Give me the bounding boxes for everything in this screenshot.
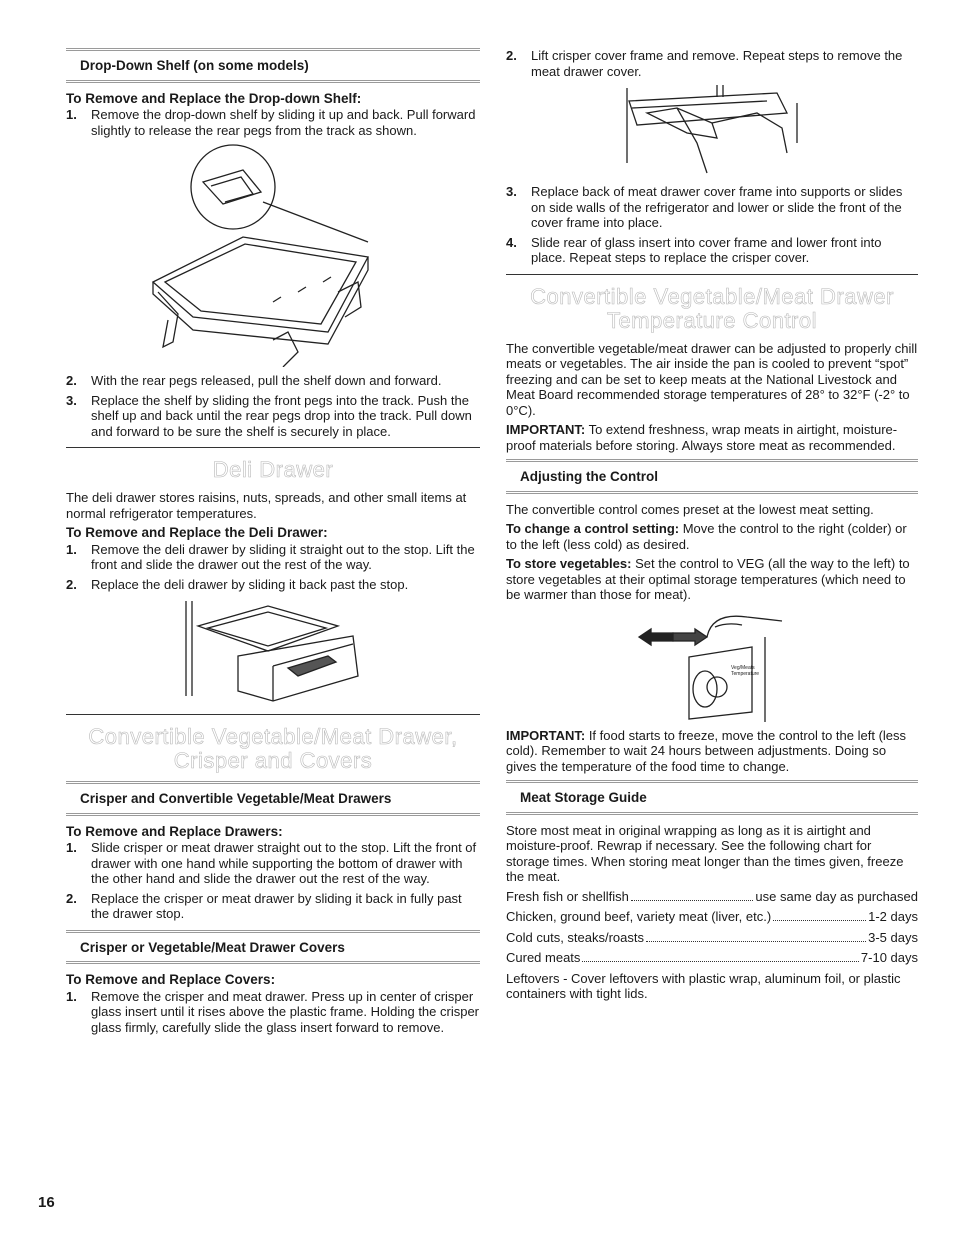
temperature-important-note: IMPORTANT: To extend freshness, wrap meats in airtight, moisture-proof materials before storing. Always store meat as recommended. bbox=[506, 422, 898, 453]
meat-storage-header: Meat Storage Guide bbox=[506, 780, 918, 815]
deli-step-2: 2. Replace the deli drawer by sliding it back past the stop. bbox=[66, 576, 409, 592]
deli-drawer-illustration bbox=[178, 596, 368, 706]
dropdown-step-2: 2. With the rear pegs released, pull the shelf down and forward. bbox=[66, 373, 442, 388]
meat-storage-intro: Store most meat in original wrapping as long as it is airtight and moisture-proof. Rewrap if necessary. See the following chart for storage times. When storing meat longer than the times given, freeze the meat. bbox=[506, 822, 904, 884]
change-setting-text: To change a control setting: Move the control to the right (colder) or to the left (less cold) as desired. bbox=[506, 521, 907, 552]
remove-drawers-subhead: To Remove and Replace Drawers: bbox=[66, 823, 283, 839]
right-column bbox=[506, 48, 918, 1006]
svg-text:Temperature: Temperature bbox=[731, 670, 760, 677]
drawer-covers-header: Crisper or Vegetable/Meat Drawer Covers bbox=[66, 930, 480, 965]
left-column bbox=[66, 48, 480, 1039]
leftovers-text: Leftovers - Cover leftovers with plastic wrap, aluminum foil, or plastic containers with tight lids. bbox=[506, 970, 901, 1001]
storage-row: Fresh fish or shellfish use same day as purchased bbox=[506, 888, 918, 904]
page-number: 16 bbox=[38, 1194, 55, 1211]
adjusting-control-header: Adjusting the Control bbox=[506, 459, 918, 494]
control-dial-illustration bbox=[637, 607, 787, 722]
section-divider bbox=[66, 714, 480, 715]
dropdown-shelf-illustration bbox=[123, 142, 423, 367]
covers-step-1: 1. Remove the crisper and meat drawer. Press up in center of crisper glass insert until it rises above the plastic frame. Holding the crisper glass firmly, carefully slide the glass insert forward to remove. bbox=[66, 988, 480, 1035]
covers-step-3: 3. Replace back of meat drawer cover frame into supports or slides on side walls of the refrigerator and lower or slide the front of the cover frame into place. bbox=[506, 184, 903, 230]
dropdown-shelf-subhead: To Remove and Replace the Drop-down Shelf: bbox=[66, 90, 362, 106]
deli-step-1: 1. Remove the deli drawer by sliding it straight out to the stop. Lift the front and slide the drawer out the rest of the way. bbox=[66, 541, 475, 572]
covers-step-2: 2. Lift crisper cover frame and remove. Repeat steps to remove the meat drawer cover. bbox=[506, 48, 903, 79]
storage-row: Cold cuts, steaks/roasts 3-5 days bbox=[506, 929, 918, 945]
dropdown-shelf-header: Drop-Down Shelf (on some models) bbox=[66, 48, 480, 83]
adjusting-intro: The convertible control comes preset at the lowest meat setting. bbox=[506, 501, 874, 517]
adjust-important-note: IMPORTANT: If food starts to freeze, move the control to the left (less cold). Remember to wait 24 hours between adjustments. Doing so gives the temperature of the food time to change. bbox=[506, 727, 907, 774]
detail-circle-icon bbox=[191, 145, 275, 229]
temperature-control-title: Convertible Vegetable/Meat Drawer Temperature Control bbox=[530, 283, 894, 333]
drawers-step-2: 2. Replace the crisper or meat drawer by sliding it back in fully past the drawer stop. bbox=[66, 890, 462, 921]
store-vegetables-text: To store vegetables: Set the control to VEG (all the way to the left) to store vegetables at their optimal storage temperatures (which need to be warmer than those for meat). bbox=[506, 556, 910, 602]
section-divider bbox=[506, 274, 918, 275]
deli-drawer-subhead: To Remove and Replace the Deli Drawer: bbox=[66, 525, 328, 540]
covers-step-4: 4. Slide rear of glass insert into cover frame and lower front into place. Repeat steps to replace the crisper cover. bbox=[506, 234, 882, 265]
svg-text:Veg/Meats: Veg/Meats bbox=[731, 664, 755, 671]
storage-row: Chicken, ground beef, variety meat (liver, etc.) 1-2 days bbox=[506, 909, 918, 924]
storage-row: Cured meats 7-10 days bbox=[506, 950, 918, 965]
drawers-step-1: 1. Slide crisper or meat drawer straight out to the stop. Lift the front of drawer with one hand while supporting the bottom of drawer with the other hand and slide the drawer out the rest of the way. bbox=[66, 840, 477, 886]
temperature-control-intro: The convertible vegetable/meat drawer can be adjusted to properly chill meats or vegetables. The air inside the pan is cooled to prevent “spot” freezing and can be set to keep meats at the National Livestock and Meat Board recommended storage temperatures of 28° to 32°F (-2° to 0°C). bbox=[506, 340, 918, 418]
section-divider bbox=[66, 447, 480, 448]
double-arrow-icon bbox=[639, 629, 673, 645]
dropdown-step-3: 3. Replace the shelf by sliding the front pegs into the track. Push the shelf up and back until the rear pegs drop into the track. Pull down and forward to be sure the shelf is securely in place. bbox=[66, 392, 472, 439]
crisper-drawers-header: Crisper and Convertible Vegetable/Meat Drawers bbox=[66, 781, 480, 816]
dropdown-step-1: 1. Remove the drop-down shelf by sliding it up and back. Pull forward slightly to release the rear pegs from the track as shown. bbox=[66, 107, 476, 138]
deli-drawer-title: Deli Drawer bbox=[212, 457, 334, 482]
convertible-drawer-title: Convertible Vegetable/Meat Drawer, Crisper and Covers bbox=[88, 724, 458, 773]
deli-drawer-intro: The deli drawer stores raisins, nuts, spreads, and other small items at normal refrigerator temperatures. bbox=[66, 490, 467, 521]
remove-covers-subhead: To Remove and Replace Covers: bbox=[66, 972, 276, 987]
cover-frame-illustration bbox=[617, 83, 807, 178]
